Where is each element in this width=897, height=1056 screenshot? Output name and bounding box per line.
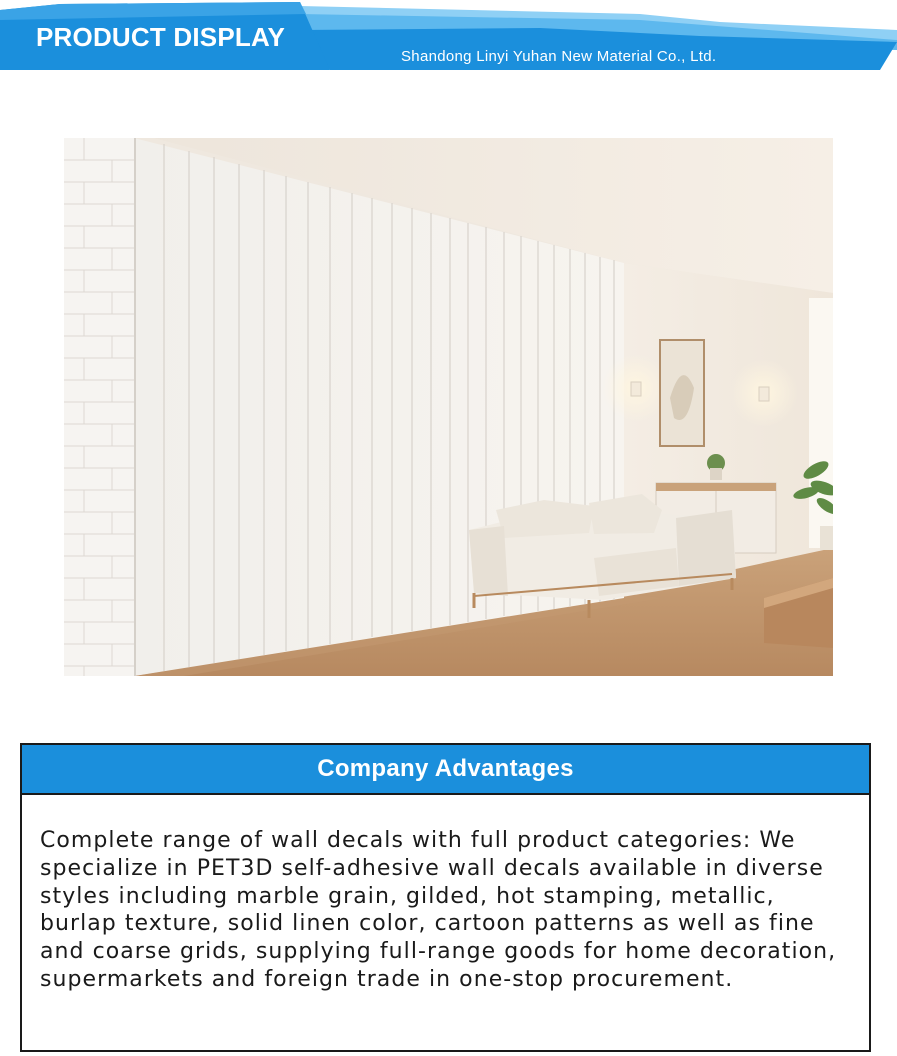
company-advantages-text: Complete range of wall decals with full product categories: We specialize in PET3D self-adhesive wall decals available in diverse styles including marble grain, gilded, hot stamping, metallic, burlap texture, solid linen color, cartoon patterns as well as fine and coarse grids, supplying full-range goods for home decoration, supermarkets and foreign trade in one-stop procurement. [40,828,837,992]
header-banner [0,0,897,80]
product-photo [64,138,833,676]
living-room-illustration [64,138,833,676]
company-advantages-panel [20,743,871,1052]
company-advantages-header [22,745,869,795]
company-advantages-title: Company Advantages [317,755,574,782]
company-name: Shandong Linyi Yuhan New Material Co., Ltd. [401,48,717,65]
page-title: PRODUCT DISPLAY [36,22,286,52]
